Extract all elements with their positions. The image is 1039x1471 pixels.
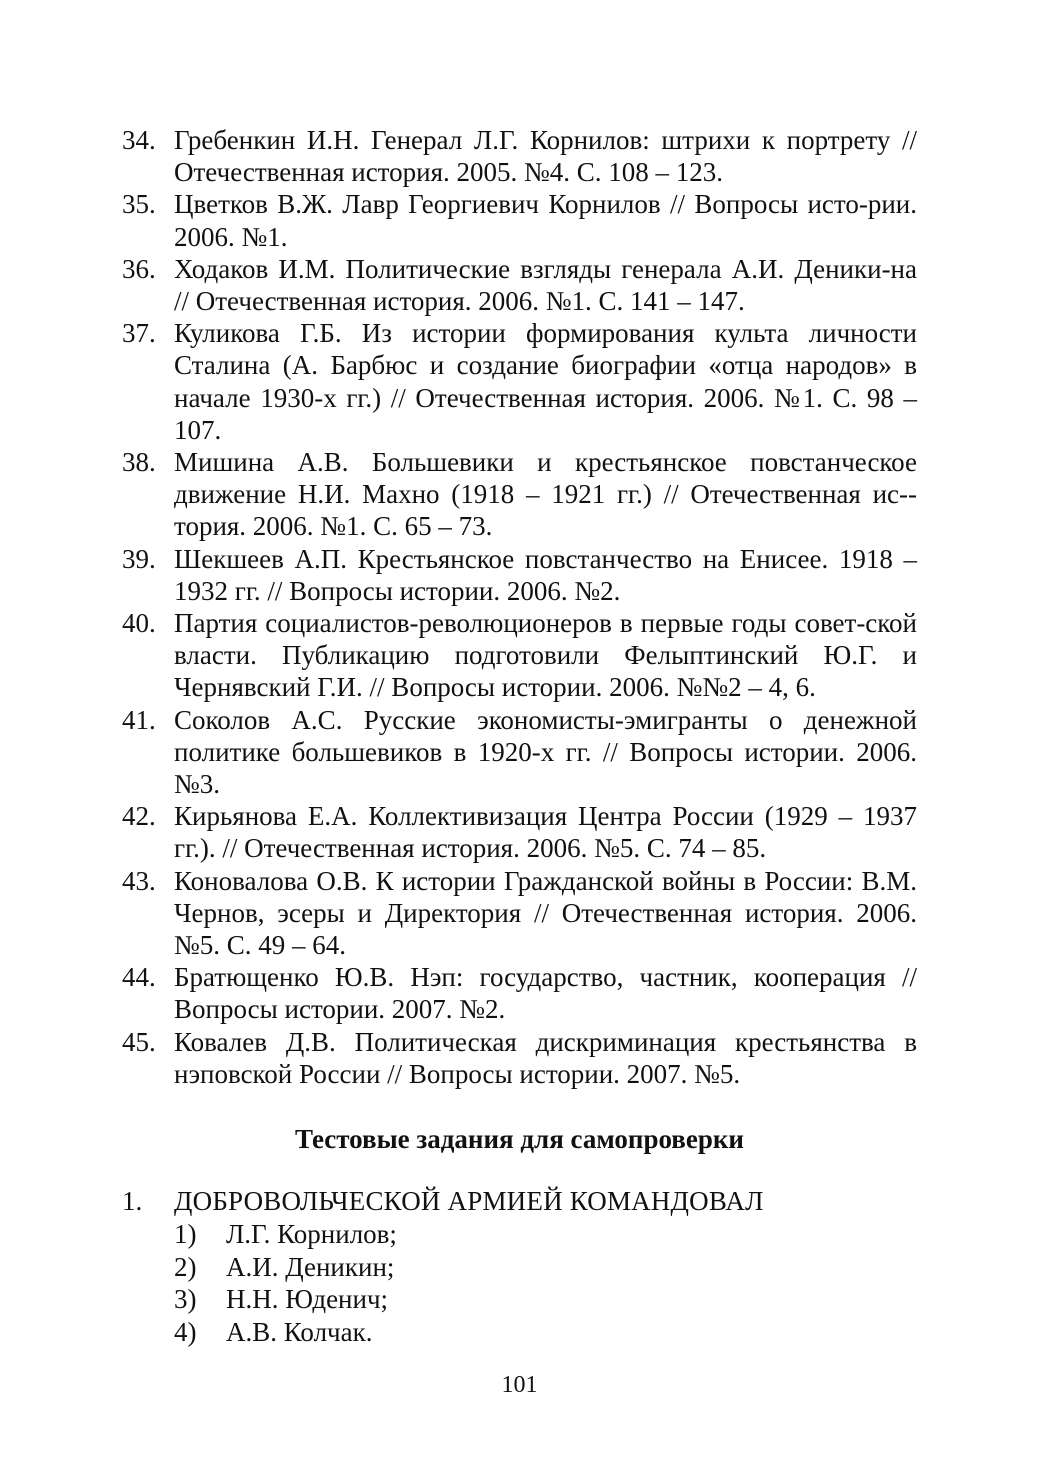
option-number: 3) bbox=[174, 1284, 197, 1314]
reference-text: Ходаков И.М. Политические взгляды генерала А.И. Деники-на // Отечественная история. 2006. №1. С. 141 – 147. bbox=[174, 253, 917, 317]
answer-option bbox=[174, 1251, 917, 1284]
reference-item bbox=[122, 317, 917, 446]
reference-list bbox=[122, 124, 917, 1090]
answer-options bbox=[122, 1218, 917, 1348]
reference-number: 43. bbox=[122, 865, 156, 896]
reference-text: Шекшеев А.П. Крестьянское повстанчество на Енисее. 1918 – 1932 гг. // Вопросы истории. 2006. №2. bbox=[174, 543, 917, 606]
reference-number: 44. bbox=[122, 962, 156, 993]
reference-number: 41. bbox=[122, 704, 156, 735]
option-text: Н.Н. Юденич; bbox=[226, 1284, 389, 1314]
reference-text: Мишина А.В. Большевики и крестьянское повстанческое движение Н.И. Махно (1918 – 1921 гг.) // Отечественная ис-тория. 2006. №1. С. 65 – 73. bbox=[174, 447, 917, 542]
reference-text: Коновалова О.В. К истории Гражданской войны в России: В.М. Чернов, эсеры и Директория // Отечественная история. 2006. №5. С. 49 – 64. bbox=[174, 865, 917, 961]
option-text: Л.Г. Корнилов; bbox=[226, 1219, 397, 1249]
reference-number: 38. bbox=[122, 447, 156, 478]
reference-text: Партия социалистов-революционеров в первые годы совет-ской власти. Публикацию подготовили Фелыптинский Ю.Г. и Чернявский Г.И. // Вопросы истории. 2006. №№2 – 4, 6. bbox=[174, 608, 917, 703]
reference-item bbox=[122, 188, 917, 252]
question-line bbox=[122, 1184, 917, 1218]
answer-option bbox=[174, 1316, 917, 1349]
question-text: ДОБРОВОЛЬЧЕСКОЙ АРМИЕЙ КОМАНДОВАЛ bbox=[174, 1186, 764, 1216]
test-question bbox=[122, 1184, 917, 1348]
reference-text: Куликова Г.Б. Из истории формирования культа личности Сталина (А. Барбюс и создание биографии «отца народов» в начале 1930-х гг.) // Отечественная история. 2006. №1. С. 98 – 107. bbox=[174, 318, 917, 445]
reference-number: 34. bbox=[122, 125, 156, 155]
reference-item bbox=[122, 1026, 917, 1090]
reference-number: 35. bbox=[122, 189, 156, 220]
reference-number: 42. bbox=[122, 801, 156, 832]
reference-item bbox=[122, 961, 917, 1025]
reference-number: 45. bbox=[122, 1026, 156, 1057]
reference-text: Гребенкин И.Н. Генерал Л.Г. Корнилов: штрихи к портрету // Отечественная история. 2005. №4. С. 108 – 123. bbox=[174, 125, 917, 188]
option-text: А.И. Деникин; bbox=[226, 1251, 395, 1282]
reference-item bbox=[122, 446, 917, 543]
section-heading: Тестовые задания для самопроверки bbox=[295, 1124, 744, 1154]
answer-option bbox=[174, 1218, 917, 1251]
reference-text: Кирьянова Е.А. Коллективизация Центра России (1929 – 1937 гг.). // Отечественная история. 2006. №5. С. 74 – 85. bbox=[174, 801, 917, 864]
reference-text: Цветков В.Ж. Лавр Георгиевич Корнилов // Вопросы исто-рии. 2006. №1. bbox=[174, 189, 917, 252]
reference-item bbox=[122, 253, 917, 317]
reference-item bbox=[122, 124, 917, 188]
reference-number: 40. bbox=[122, 608, 156, 639]
reference-item bbox=[122, 865, 917, 962]
reference-text: Ковалев Д.В. Политическая дискриминация крестьянства в нэповской России // Вопросы истории. 2007. №5. bbox=[174, 1026, 917, 1089]
reference-number: 36. bbox=[122, 253, 156, 284]
reference-text: Соколов А.С. Русские экономисты-эмигранты о денежной политике большевиков в 1920-х гг. // Вопросы истории. 2006. №3. bbox=[174, 704, 917, 800]
page-number: 101 bbox=[501, 1372, 538, 1398]
option-number: 1) bbox=[174, 1219, 197, 1249]
question-number: 1. bbox=[122, 1186, 143, 1216]
reference-item bbox=[122, 704, 917, 801]
reference-number: 39. bbox=[122, 543, 156, 574]
option-number: 2) bbox=[174, 1251, 197, 1282]
reference-number: 37. bbox=[122, 318, 156, 349]
reference-item bbox=[122, 800, 917, 864]
reference-text: Братющенко Ю.В. Нэп: государство, частник, кооперация // Вопросы истории. 2007. №2. bbox=[174, 962, 917, 1025]
option-text: А.В. Колчак. bbox=[226, 1316, 373, 1347]
option-number: 4) bbox=[174, 1316, 197, 1347]
answer-option bbox=[174, 1283, 917, 1316]
reference-item bbox=[122, 543, 917, 607]
reference-item bbox=[122, 607, 917, 704]
